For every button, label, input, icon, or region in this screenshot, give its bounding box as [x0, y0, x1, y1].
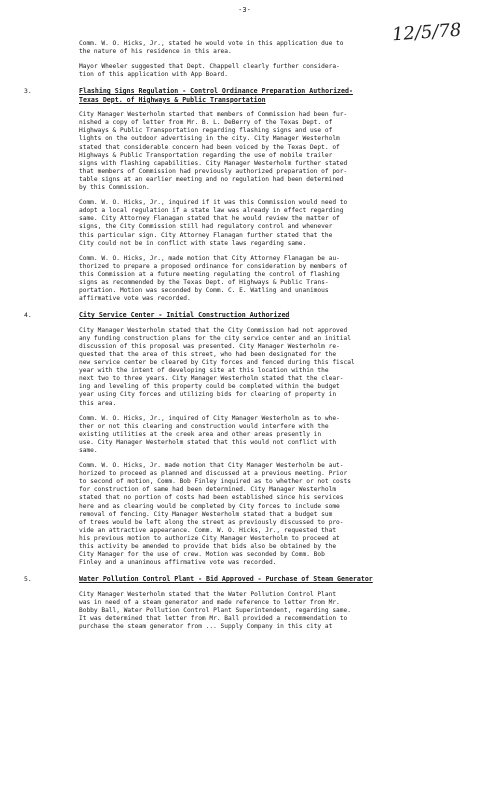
section-paragraph: Comm. W. O. Hicks, Jr., inquired of City Manager Westerholm as to whe- ther or not this clearing and construction would interfere with the existing utilities at the creek area and other areas presently in use. City Manager Westerholm stated that this would not conflict with same.	[79, 414, 340, 454]
section-number: 4.	[24, 311, 32, 320]
section-number: 5.	[24, 575, 32, 584]
section-title: Water Pollution Control Plant - Bid Approved - Purchase of Steam Generator	[79, 575, 373, 584]
section-paragraph: Comm. W. O. Hicks, Jr. made motion that City Manager Westerholm be aut- horized to proceed as planned and discussed at a previous meeting. Prior to second of motion, Comm. Bob Finley inquired as to whether or not costs for construction of same had been determined. City Manager Westerholm stated that no portion of costs had been established since his services here and as clearing would be completed by City forces to include some removal of fencing. City Manager Westerholm stated that a budget sum of trees would be left along the street as previously discussed to pro- vide an attractive appearance. Comm. W. O. Hicks, Jr., requested that his previous motion to authorize City Manager Westerholm to proceed at this activity be amended to provide that bids also be obtained by the City Manager for the use of crew. Motion was seconded by Comm. Bob Finley and a unanimous affirmative vote was recorded.	[79, 462, 351, 567]
intro-paragraph: Comm. W. O. Hicks, Jr., stated he would vote in this application due to the nature of his residence in this area.	[79, 40, 344, 56]
section-paragraph: City Manager Westerholm stated that the City Commission had not approved any funding construction plans for the city service center and an initial discussion of this proposal was presented. City Manager Westerholm re- quested that the area of this street, who had been designated for the new service center be cleared by City forces and fenced during this fiscal year with the intent of developing site at this location within the next two to three years. City Manager Westerholm stated that the clear- ing and leveling of this property could be completed within the budget year using City forces and utilizing bids for clearing of property in this area.	[79, 326, 355, 407]
section-title: Flashing Signs Regulation - Control Ordinance Preparation Authorized- Texas Dept. of Highways & Public Transportation	[79, 87, 353, 104]
section-title: City Service Center - Initial Construction Authorized	[79, 311, 290, 320]
section-flashing-signs	[24, 87, 474, 104]
minutes-body	[24, 40, 474, 638]
intro-paragraph: Mayor Wheeler suggested that Dept. Chappell clearly further considera- tion of this application with App Board.	[79, 63, 340, 79]
section-water-pollution	[24, 575, 474, 583]
handwritten-date: 12/5/78	[390, 19, 462, 46]
section-paragraph: Comm. W. O. Hicks, Jr., made motion that City Attorney Flanagan be au- thorized to prepare a proposed ordinance for consideration by members of this Commission at a future meeting regulating the control of flashing signs as recommended by the Texas Dept. of Highways & Public Trans- portation. Motion was seconded by Comm. C. E. Watling and unanimous affirmative vote was recorded.	[79, 254, 348, 303]
page-number: -3-	[238, 6, 251, 14]
section-service-center	[24, 311, 474, 319]
section-paragraph: City Manager Westerholm started that members of Commission had been fur- nished a copy of letter from Mr. B. L. DeBerry of the Texas Dept. of Highways & Public Transportation regarding flashing signs and use of lights on the outdoor advertising in the city. City Manager Westerholm stated that considerable concern had been voiced by the Texas Dept. of Highways & Public Transportation regarding the use of mobile trailer signs with flashing capabilities. City Manager Westerholm further stated that members of Commission had previously authorized preparation of por- table signs at an earlier meeting and no regulation had been determined by this Commission.	[79, 111, 348, 192]
section-paragraph: City Manager Westerholm stated that the Water Pollution Control Plant was in need of a steam generator and made reference to letter from Mr. Bobby Ball, Water Pollution Control Plant Superintendent, regarding same. It was determined that letter from Mr. Ball provided a recommendation to purchase the steam generator from ... Supply Company in this city at	[79, 590, 351, 631]
section-paragraph: Comm. W. O. Hicks, Jr., inquired if it was this Commission would need to adopt a local regulation if a state law was already in effect regarding same. City Attorney Flanagan stated that he would review the matter of signs, the City Commission still had regulatory control and whenever this particular sign. City Attorney Flanagan further stated that the City could not be in conflict with state laws regarding same.	[79, 199, 348, 247]
section-number: 3.	[24, 87, 32, 96]
